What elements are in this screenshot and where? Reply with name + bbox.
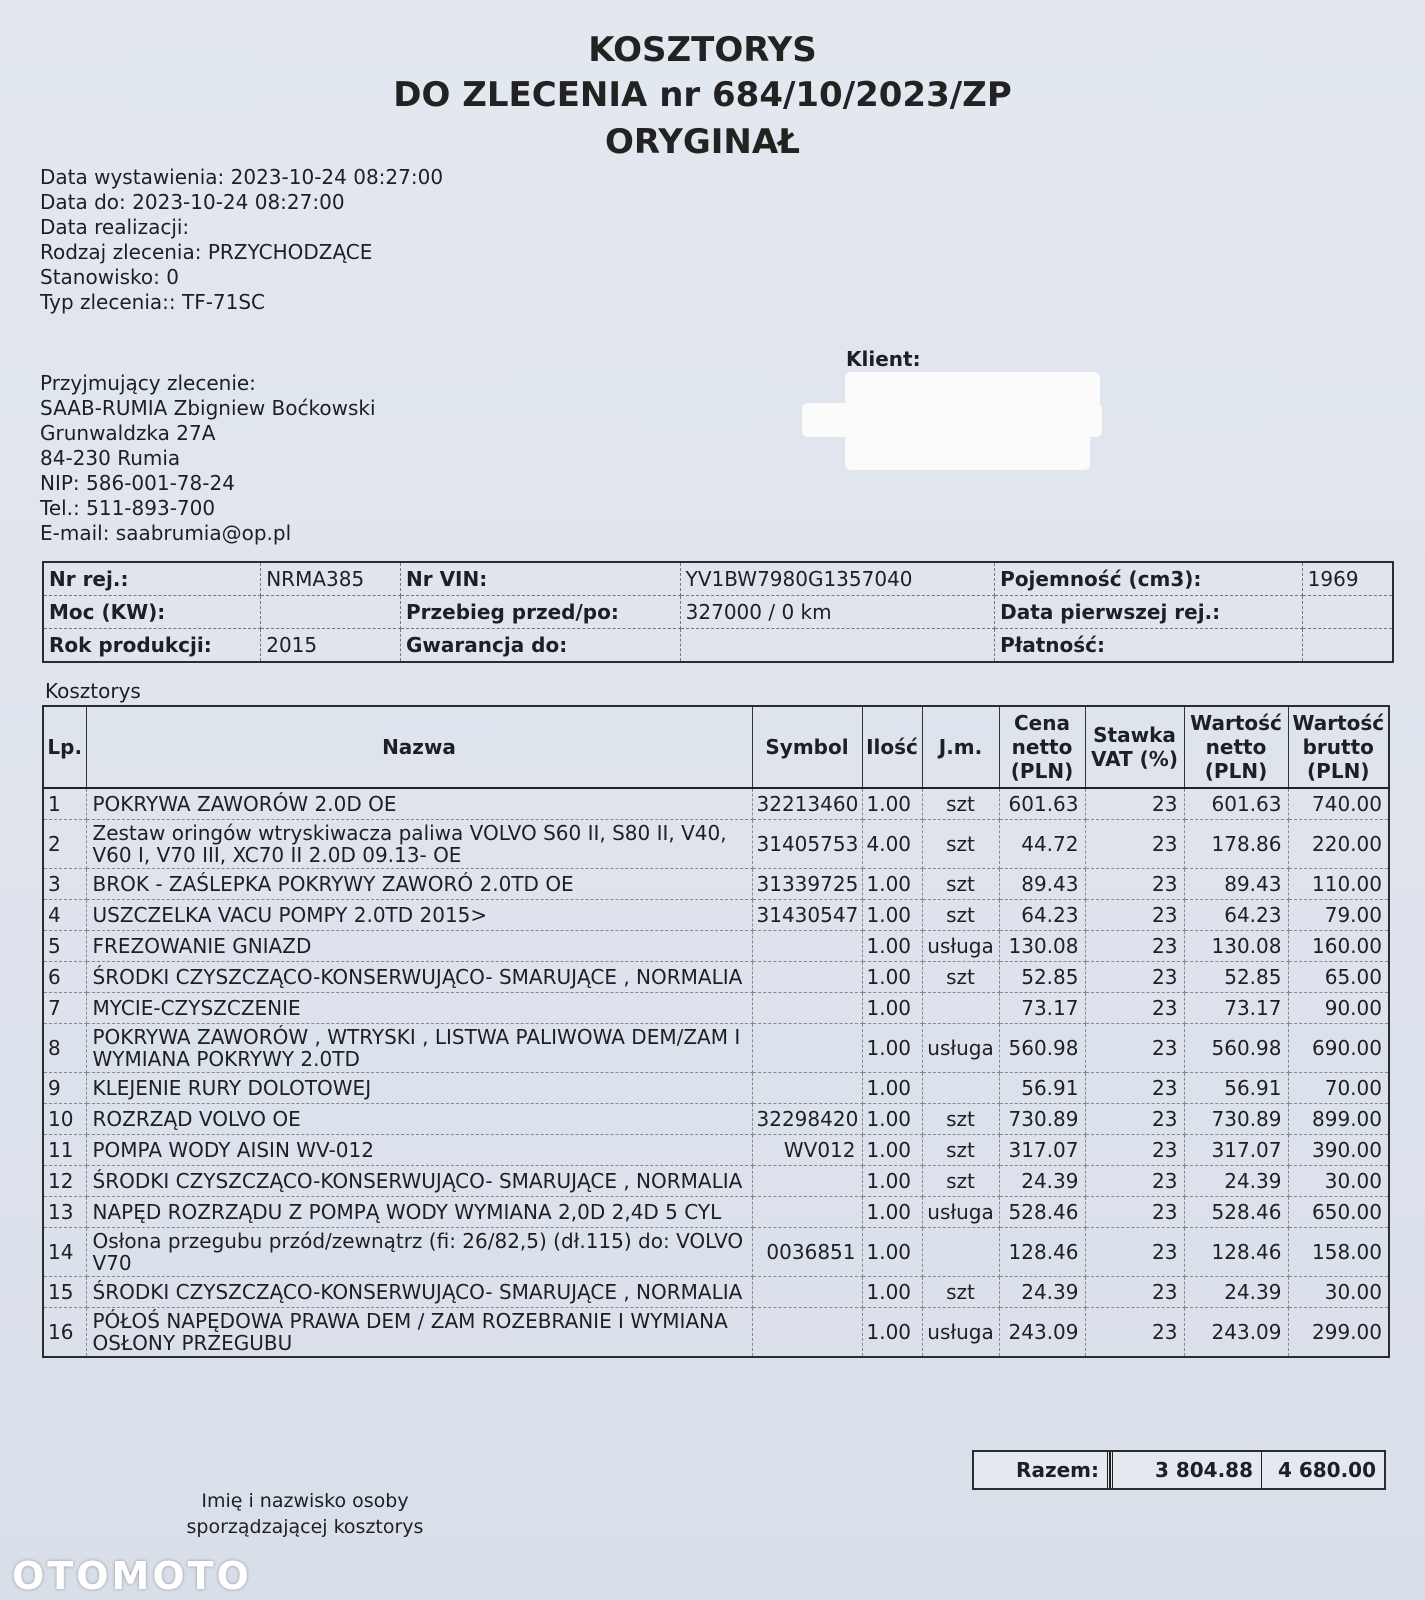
client-label: Klient: (846, 347, 921, 371)
row-gross-value: 899.00 (1288, 1104, 1389, 1135)
row-quantity: 1.00 (862, 962, 922, 993)
cost-table (42, 705, 1390, 1358)
row-net-value: 601.63 (1184, 788, 1288, 820)
row-lp: 3 (43, 869, 86, 900)
row-net-value: 528.46 (1184, 1197, 1288, 1228)
totals-net: 3 804.88 (1110, 1452, 1262, 1488)
row-name: ŚRODKI CZYSZCZĄCO-KONSERWUJĄCO- SMARUJĄCE , NORMALIA (86, 962, 752, 993)
totals-label: Razem: (974, 1452, 1110, 1488)
row-gross-value: 70.00 (1288, 1073, 1389, 1104)
row-name: KLEJENIE RURY DOLOTOWEJ (86, 1073, 752, 1104)
row-name: POMPA WODY AISIN WV-012 (86, 1135, 752, 1166)
row-vat-rate: 23 (1085, 931, 1184, 962)
row-vat-rate: 23 (1085, 1228, 1184, 1277)
due-date: Data do: 2023-10-24 08:27:00 (40, 190, 345, 214)
company-street: Grunwaldzka 27A (40, 421, 216, 445)
workstation: Stanowisko: 0 (40, 265, 179, 289)
table-row (43, 900, 1389, 931)
row-gross-value: 30.00 (1288, 1277, 1389, 1308)
row-quantity: 1.00 (862, 1197, 922, 1228)
row-quantity: 1.00 (862, 1024, 922, 1073)
table-row (43, 820, 1389, 869)
row-net-value: 130.08 (1184, 931, 1288, 962)
table-row (43, 962, 1389, 993)
row-unit: usługa (922, 1308, 999, 1358)
row-lp: 15 (43, 1277, 86, 1308)
table-row (43, 1228, 1389, 1277)
row-symbol (752, 1024, 862, 1073)
row-symbol (752, 1166, 862, 1197)
row-vat-rate: 23 (1085, 788, 1184, 820)
row-vat-rate: 23 (1085, 993, 1184, 1024)
row-unit (922, 1228, 999, 1277)
row-gross-value: 30.00 (1288, 1166, 1389, 1197)
vehicle-power-value (261, 596, 401, 629)
row-gross-value: 90.00 (1288, 993, 1389, 1024)
header-lp: Lp. (43, 706, 86, 788)
row-symbol (752, 993, 862, 1024)
row-unit: szt (922, 869, 999, 900)
row-vat-rate: 23 (1085, 1073, 1184, 1104)
row-unit (922, 1073, 999, 1104)
row-unit: szt (922, 1104, 999, 1135)
row-name: Osłona przegubu przód/zewnątrz (fi: 26/82,5) (dł.115) do: VOLVO V70 (86, 1228, 752, 1277)
row-lp: 8 (43, 1024, 86, 1073)
row-unit: szt (922, 962, 999, 993)
row-name: NAPĘD ROZRZĄDU Z POMPĄ WODY WYMIANA 2,0D 2,4D 5 CYL (86, 1197, 752, 1228)
row-gross-value: 220.00 (1288, 820, 1389, 869)
vehicle-warranty-value (680, 629, 995, 663)
table-row (43, 1197, 1389, 1228)
row-quantity: 1.00 (862, 931, 922, 962)
order-kind: Rodzaj zlecenia: PRZYCHODZĄCE (40, 240, 373, 264)
row-quantity: 1.00 (862, 869, 922, 900)
row-net-value: 128.46 (1184, 1228, 1288, 1277)
row-net-value: 24.39 (1184, 1166, 1288, 1197)
row-net-price: 64.23 (999, 900, 1085, 931)
row-net-value: 560.98 (1184, 1024, 1288, 1073)
row-lp: 4 (43, 900, 86, 931)
row-vat-rate: 23 (1085, 1277, 1184, 1308)
row-name: FREZOWANIE GNIAZD (86, 931, 752, 962)
table-row (43, 1277, 1389, 1308)
header-net-price: Cena netto (PLN) (999, 706, 1085, 788)
vehicle-first-reg-value (1302, 596, 1393, 629)
header-vat-rate: Stawka VAT (%) (1085, 706, 1184, 788)
row-name: POKRYWA ZAWORÓW , WTRYSKI , LISTWA PALIWOWA DEM/ZAM I WYMIANA POKRYWY 2.0TD (86, 1024, 752, 1073)
row-quantity: 1.00 (862, 1166, 922, 1197)
signature-caption (150, 1488, 460, 1540)
vehicle-year-value: 2015 (261, 629, 401, 663)
row-symbol (752, 1277, 862, 1308)
row-vat-rate: 23 (1085, 1166, 1184, 1197)
row-vat-rate: 23 (1085, 869, 1184, 900)
row-symbol (752, 1197, 862, 1228)
row-lp: 11 (43, 1135, 86, 1166)
vehicle-row (43, 596, 1393, 629)
row-vat-rate: 23 (1085, 1135, 1184, 1166)
row-net-value: 178.86 (1184, 820, 1288, 869)
row-symbol (752, 962, 862, 993)
row-quantity: 1.00 (862, 1104, 922, 1135)
row-name: ROZRZĄD VOLVO OE (86, 1104, 752, 1135)
row-vat-rate: 23 (1085, 1104, 1184, 1135)
vehicle-row (43, 629, 1393, 663)
row-name: USZCZELKA VACU POMPY 2.0TD 2015> (86, 900, 752, 931)
row-net-price: 130.08 (999, 931, 1085, 962)
row-symbol (752, 931, 862, 962)
row-vat-rate: 23 (1085, 962, 1184, 993)
row-unit: szt (922, 1166, 999, 1197)
row-lp: 7 (43, 993, 86, 1024)
vehicle-vin-label: Nr VIN: (401, 562, 681, 596)
row-lp: 10 (43, 1104, 86, 1135)
vehicle-mileage-value: 327000 / 0 km (680, 596, 995, 629)
table-row (43, 788, 1389, 820)
row-vat-rate: 23 (1085, 900, 1184, 931)
order-type: Typ zlecenia:: TF-71SC (40, 290, 266, 314)
vehicle-payment-label: Płatność: (995, 629, 1303, 663)
row-net-price: 24.39 (999, 1277, 1085, 1308)
table-row (43, 1024, 1389, 1073)
row-vat-rate: 23 (1085, 820, 1184, 869)
row-net-value: 730.89 (1184, 1104, 1288, 1135)
table-row (43, 1308, 1389, 1358)
vehicle-mileage-label: Przebieg przed/po: (401, 596, 681, 629)
row-name: MYCIE-CZYSZCZENIE (86, 993, 752, 1024)
row-net-price: 73.17 (999, 993, 1085, 1024)
row-quantity: 1.00 (862, 1135, 922, 1166)
header-name: Nazwa (86, 706, 752, 788)
header-net-value: Wartość netto (PLN) (1184, 706, 1288, 788)
row-symbol (752, 1073, 862, 1104)
row-symbol: 31339725 (752, 869, 862, 900)
vehicle-power-label: Moc (KW): (43, 596, 261, 629)
row-net-price: 317.07 (999, 1135, 1085, 1166)
row-name: ŚRODKI CZYSZCZĄCO-KONSERWUJĄCO- SMARUJĄCE , NORMALIA (86, 1277, 752, 1308)
section-label: Kosztorys (45, 679, 141, 703)
row-lp: 9 (43, 1073, 86, 1104)
vehicle-reg-value: NRMA385 (261, 562, 401, 596)
row-symbol: 31430547 (752, 900, 862, 931)
company-phone: Tel.: 511-893-700 (40, 496, 216, 520)
copy-type-heading: ORYGINAŁ (604, 122, 800, 162)
row-symbol: 31405753 (752, 820, 862, 869)
row-name: PÓŁOŚ NAPĘDOWA PRAWA DEM / ZAM ROZEBRANIE I WYMIANA OSŁONY PRZEGUBU (86, 1308, 752, 1358)
vehicle-year-label: Rok produkcji: (43, 629, 261, 663)
row-net-price: 52.85 (999, 962, 1085, 993)
row-name: POKRYWA ZAWORÓW 2.0D OE (86, 788, 752, 820)
realization-date: Data realizacji: (40, 215, 190, 239)
row-gross-value: 160.00 (1288, 931, 1389, 962)
header-gross-value: Wartość brutto (PLN) (1288, 706, 1389, 788)
row-unit: usługa (922, 931, 999, 962)
vehicle-first-reg-label: Data pierwszej rej.: (995, 596, 1303, 629)
row-lp: 1 (43, 788, 86, 820)
row-net-value: 89.43 (1184, 869, 1288, 900)
row-vat-rate: 23 (1085, 1308, 1184, 1358)
header-symbol: Symbol (752, 706, 862, 788)
row-lp: 16 (43, 1308, 86, 1358)
row-net-price: 24.39 (999, 1166, 1085, 1197)
row-lp: 6 (43, 962, 86, 993)
row-gross-value: 650.00 (1288, 1197, 1389, 1228)
row-name: Zestaw oringów wtryskiwacza paliwa VOLVO S60 II, S80 II, V40, V60 I, V70 III, XC70 II 2.0D 09.13- OE (86, 820, 752, 869)
row-net-value: 24.39 (1184, 1277, 1288, 1308)
row-net-price: 56.91 (999, 1073, 1085, 1104)
row-net-price: 560.98 (999, 1024, 1085, 1073)
row-gross-value: 65.00 (1288, 962, 1389, 993)
row-net-price: 528.46 (999, 1197, 1085, 1228)
row-symbol: 32213460 (752, 788, 862, 820)
row-gross-value: 158.00 (1288, 1228, 1389, 1277)
table-row (43, 1135, 1389, 1166)
row-quantity: 1.00 (862, 1228, 922, 1277)
row-net-value: 56.91 (1184, 1073, 1288, 1104)
table-row (43, 1166, 1389, 1197)
row-gross-value: 740.00 (1288, 788, 1389, 820)
row-gross-value: 390.00 (1288, 1135, 1389, 1166)
document-title: KOSZTORYS (588, 30, 817, 70)
row-net-price: 128.46 (999, 1228, 1085, 1277)
row-gross-value: 690.00 (1288, 1024, 1389, 1073)
vehicle-info-table (42, 561, 1394, 663)
header-quantity: Ilość (862, 706, 922, 788)
row-lp: 14 (43, 1228, 86, 1277)
row-symbol (752, 1308, 862, 1358)
row-symbol: WV012 (752, 1135, 862, 1166)
table-row (43, 993, 1389, 1024)
issue-date: Data wystawienia: 2023-10-24 08:27:00 (40, 165, 444, 189)
row-net-price: 730.89 (999, 1104, 1085, 1135)
row-unit (922, 993, 999, 1024)
vehicle-payment-value (1302, 629, 1393, 663)
company-city: 84-230 Rumia (40, 446, 181, 470)
row-lp: 12 (43, 1166, 86, 1197)
client-redaction (845, 432, 1090, 470)
row-quantity: 4.00 (862, 820, 922, 869)
row-unit: usługa (922, 1197, 999, 1228)
table-row (43, 931, 1389, 962)
row-net-value: 243.09 (1184, 1308, 1288, 1358)
order-number-heading: DO ZLECENIA nr 684/10/2023/ZP (393, 75, 1012, 115)
row-unit: szt (922, 788, 999, 820)
receiving-company (40, 371, 376, 546)
row-symbol: 0036851 (752, 1228, 862, 1277)
row-net-value: 73.17 (1184, 993, 1288, 1024)
company-label: Przyjmujący zlecenie: (40, 371, 256, 395)
vehicle-warranty-label: Gwarancja do: (401, 629, 681, 663)
row-gross-value: 299.00 (1288, 1308, 1389, 1358)
table-row (43, 1104, 1389, 1135)
row-net-price: 89.43 (999, 869, 1085, 900)
row-symbol: 32298420 (752, 1104, 862, 1135)
row-unit: szt (922, 900, 999, 931)
row-net-value: 64.23 (1184, 900, 1288, 931)
totals-row (972, 1450, 1386, 1490)
row-vat-rate: 23 (1085, 1197, 1184, 1228)
row-gross-value: 79.00 (1288, 900, 1389, 931)
row-gross-value: 110.00 (1288, 869, 1389, 900)
row-vat-rate: 23 (1085, 1024, 1184, 1073)
row-unit: usługa (922, 1024, 999, 1073)
row-net-price: 243.09 (999, 1308, 1085, 1358)
company-name: SAAB-RUMIA Zbigniew Boćkowski (40, 396, 376, 420)
row-lp: 2 (43, 820, 86, 869)
row-net-price: 601.63 (999, 788, 1085, 820)
row-lp: 13 (43, 1197, 86, 1228)
order-meta (40, 165, 443, 315)
row-quantity: 1.00 (862, 1277, 922, 1308)
row-quantity: 1.00 (862, 993, 922, 1024)
row-name: ŚRODKI CZYSZCZĄCO-KONSERWUJĄCO- SMARUJĄCE , NORMALIA (86, 1166, 752, 1197)
row-name: BROK - ZAŚLEPKA POKRYWY ZAWORÓ 2.0TD OE (86, 869, 752, 900)
row-lp: 5 (43, 931, 86, 962)
header-unit: J.m. (922, 706, 999, 788)
row-quantity: 1.00 (862, 900, 922, 931)
signature-line-2: sporządzającej kosztorys (186, 1516, 424, 1538)
vehicle-reg-label: Nr rej.: (43, 562, 261, 596)
otomoto-watermark: OTOMOTO (12, 1554, 252, 1598)
row-unit: szt (922, 820, 999, 869)
vehicle-row (43, 562, 1393, 596)
signature-line-1: Imię i nazwisko osoby (201, 1490, 409, 1512)
row-quantity: 1.00 (862, 1308, 922, 1358)
table-row (43, 1073, 1389, 1104)
row-net-value: 317.07 (1184, 1135, 1288, 1166)
row-unit: szt (922, 1135, 999, 1166)
vehicle-capacity-value: 1969 (1302, 562, 1393, 596)
row-net-price: 44.72 (999, 820, 1085, 869)
row-net-value: 52.85 (1184, 962, 1288, 993)
totals-gross: 4 680.00 (1277, 1458, 1376, 1482)
vehicle-capacity-label: Pojemność (cm3): (995, 562, 1303, 596)
company-nip: NIP: 586-001-78-24 (40, 471, 235, 495)
row-quantity: 1.00 (862, 1073, 922, 1104)
row-unit: szt (922, 1277, 999, 1308)
company-email: E-mail: saabrumia@op.pl (40, 521, 292, 545)
table-row (43, 869, 1389, 900)
row-quantity: 1.00 (862, 788, 922, 820)
vehicle-vin-value: YV1BW7980G1357040 (680, 562, 995, 596)
